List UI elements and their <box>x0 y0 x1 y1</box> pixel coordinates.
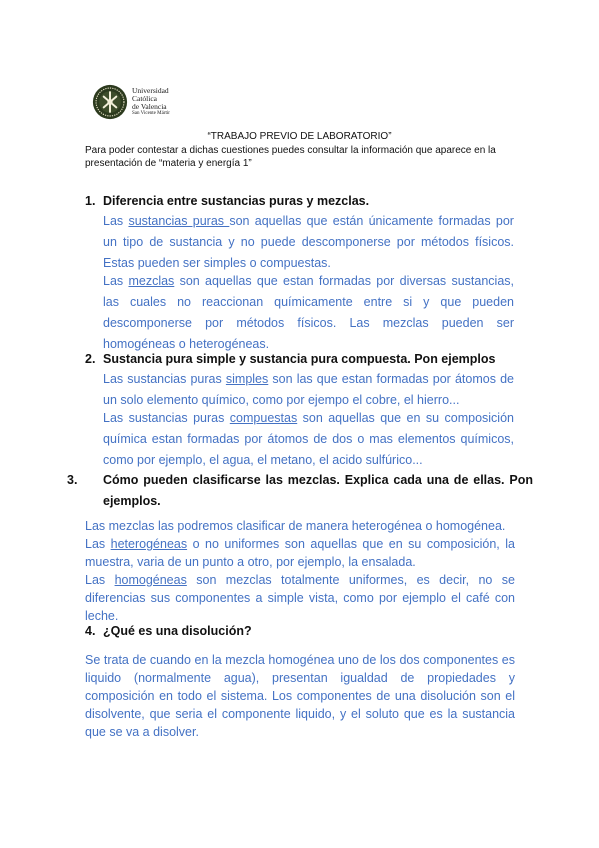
answer-4-paragraph-1: Se trata de cuando en la mezcla homogénea uno de los dos componentes es liquido (normalmente agua), presentan igualdad de propiedades y composición en todo el sistema. Los componentes de una disolución son el disolvente, que seria el componente liquido, y el soluto que es la sustancia que se va a disolver. <box>85 653 515 739</box>
university-seal-icon <box>92 84 128 120</box>
answer-text: Las sustancias puras <box>103 411 230 425</box>
question-4 <box>85 622 515 641</box>
question-3 <box>67 470 533 512</box>
answer-text: Las <box>103 274 129 288</box>
answer-2-paragraph-2 <box>103 408 514 471</box>
logo-subline: San Vicente Mártir <box>132 111 170 116</box>
logo-text <box>132 87 170 117</box>
question-text: Sustancia pura simple y sustancia pura compuesta. Pon ejemplos <box>103 352 496 366</box>
answer-text: son aquellas que están únicamente formadas por un tipo de sustancia y no puede descomponerse por métodos físicos. Estas pueden ser simples o compuestas. <box>103 214 514 270</box>
answer-text: Las <box>85 573 115 587</box>
question-number: 3. <box>67 473 78 487</box>
answer-3-paragraph-1: Las mezclas las podremos clasificar de manera heterogénea o homogénea. <box>85 519 506 533</box>
question-number: 2. <box>85 352 96 366</box>
question-number: 4. <box>85 624 96 638</box>
document-title: “TRABAJO PREVIO DE LABORATORIO” <box>207 131 392 142</box>
question-number: 1. <box>85 194 96 208</box>
answer-text: son las que estan formadas por átomos de un solo elemento químico, como por ejempo el cobre, el hierro... <box>103 372 514 407</box>
answer-text: Las <box>85 537 111 551</box>
underlined-term: heterogéneas <box>110 537 188 551</box>
intro-paragraph: Para poder contestar a dichas cuestiones puedes consultar la información que aparece en la presentación de “materia y energía 1” <box>85 145 496 169</box>
answer-text: son mezclas totalmente uniformes, es decir, no se diferencias sus componentes a simple vista, como por ejemplo el café con leche. <box>85 573 515 623</box>
question-text: Diferencia entre sustancias puras y mezclas. <box>103 194 370 208</box>
answer-3-paragraph-3 <box>85 571 515 625</box>
underlined-term: sustancias puras <box>128 214 230 228</box>
answer-text: Las <box>103 214 129 228</box>
underlined-term: simples <box>225 372 269 386</box>
answer-1-paragraph-2 <box>103 271 514 355</box>
answer-text: o no uniformes son aquellas que en su composición, la muestra, varia de un punto a otro, por ejemplo, la ensalada. <box>85 537 515 569</box>
logo-line: de Valencia <box>132 102 167 111</box>
answer-text: son aquellas que en su composición química estan formadas por átomos de dos o mas elementos químicos, como por ejemplo, el agua, el metano, el acido sulfúrico... <box>103 411 514 467</box>
underlined-term: mezclas <box>128 274 175 288</box>
answer-2-paragraph-1 <box>103 369 514 411</box>
answer-text: Las sustancias puras <box>103 372 226 386</box>
university-logo <box>92 82 212 122</box>
logo-line: Católica <box>132 94 157 103</box>
question-text: Cómo pueden clasificarse las mezclas. Explica cada una de ellas. Pon ejemplos. <box>103 473 533 508</box>
answer-3-paragraph-2 <box>85 535 515 571</box>
underlined-term: homogéneas <box>114 573 187 587</box>
answer-1-paragraph-1 <box>103 211 514 274</box>
question-2 <box>85 350 515 369</box>
question-text: ¿Qué es una disolución? <box>103 624 252 638</box>
question-1 <box>85 192 515 211</box>
underlined-term: compuestas <box>229 411 298 425</box>
answer-text: son aquellas que estan formadas por diversas sustancias, las cuales no reaccionan químicamente entre si y que pueden descomponerse por métodos físicos. Las mezclas pueden ser homogéneas o heterogéneas. <box>103 274 514 351</box>
logo-line: Universidad <box>132 86 169 95</box>
